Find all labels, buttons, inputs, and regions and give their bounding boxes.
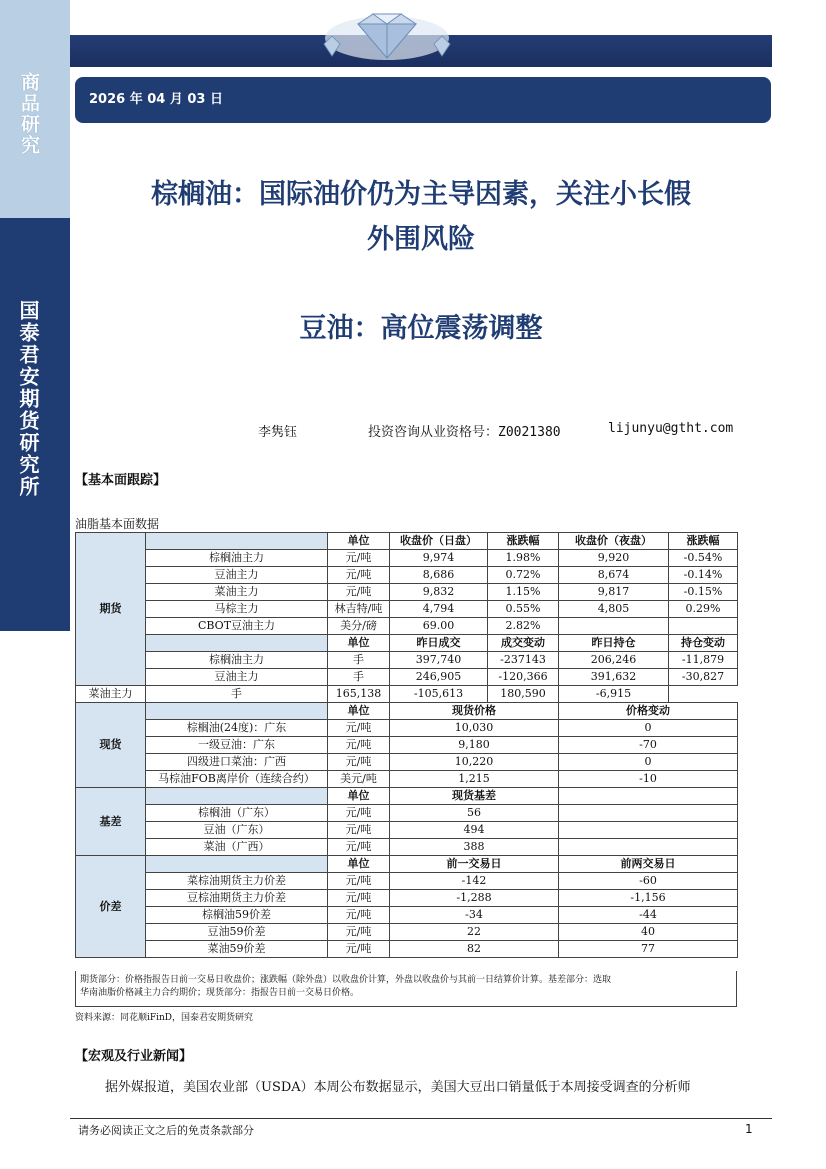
table-row: 豆油主力 手 246,905 -120,366 391,632 -30,827 [76, 669, 738, 686]
volume-header-row: 单位 昨日成交 成交变动 昨日持仓 持仓变动 [76, 635, 738, 652]
sidebar-top-label: 商品研究 [18, 72, 40, 156]
page-number: 1 [745, 1122, 753, 1136]
table-note-line1: 期货部分：价格指报告日前一交易日收盘价；涨跌幅（除外盘）以收盘价计算，外盘以收盘价与其前一日结算价计算。基差部分：选取 [80, 975, 612, 985]
footer-divider [70, 1118, 772, 1119]
news-paragraph: 据外媒报道，美国农业部（USDA）本周公布数据显示，美国大豆出口销量低于本周接受调查的分析师 [105, 1080, 691, 1095]
sidebar-bottom [0, 218, 70, 631]
section-news: 【宏观及行业新闻】 [75, 1049, 193, 1064]
table-row: 马棕主力 林吉特/吨 4,794 0.55% 4,805 0.29% [76, 601, 738, 618]
table-row: 豆棕油期货主力价差 元/吨 -1,288 -1,156 [76, 890, 738, 907]
table-row: 棕榈油主力 手 397,740 -237143 206,246 -11,879 [76, 652, 738, 669]
main-title-line1: 棕榈油：国际油价仍为主导因素，关注小长假 [151, 179, 691, 210]
table-caption: 油脂基本面数据 [75, 517, 160, 531]
table-row: 棕榈油(24度)：广东 元/吨 10,030 0 [76, 720, 738, 737]
table-row: 菜油59价差 元/吨 82 77 [76, 941, 738, 958]
table-row: 菜油主力 元/吨 9,832 1.15% 9,817 -0.15% [76, 584, 738, 601]
category-spread: 价差 [76, 856, 146, 958]
report-date: 2026 年 04 月 03 日 [75, 77, 771, 123]
category-basis: 基差 [76, 788, 146, 856]
author-email[interactable]: lijunyu@gtht.com [608, 421, 734, 436]
author-name: 李隽钰 [258, 425, 298, 440]
table-row: 豆油59价差 元/吨 22 40 [76, 924, 738, 941]
table-row: 棕榈油59价差 元/吨 -34 -44 [76, 907, 738, 924]
oil-fundamental-table [75, 532, 738, 958]
table-row: 四级进口菜油：广西 元/吨 10,220 0 [76, 754, 738, 771]
section-fundamental: 【基本面跟踪】 [75, 473, 167, 488]
category-futures: 期货 [76, 533, 146, 686]
main-title-line2: 外围风险 [367, 224, 475, 255]
table-row: 棕榈油主力 元/吨 9,974 1.98% 9,920 -0.54% [76, 550, 738, 567]
table-notes [75, 971, 737, 1007]
table-row: 马棕油FOB离岸价（连续合约） 美元/吨 1,215 -10 [76, 771, 738, 788]
author-certificate: 投资咨询从业资格号：Z0021380 [368, 425, 561, 440]
table-row: 菜油（广西） 元/吨 388 [76, 839, 738, 856]
table-row: 菜油主力 手 165,138 -105,613 180,590 -6,915 [76, 686, 738, 703]
category-spot: 现货 [76, 703, 146, 788]
table-row: 豆油（广东） 元/吨 494 [76, 822, 738, 839]
table-row: 菜棕油期货主力价差 元/吨 -142 -60 [76, 873, 738, 890]
table-row: 一级豆油：广东 元/吨 9,180 -70 [76, 737, 738, 754]
secondary-title: 豆油：高位震荡调整 [299, 313, 543, 344]
table-note-line2: 华南油脂价格减主力合约期价；现货部分：指报告日前一交易日价格。 [80, 988, 360, 998]
futures-header-row: 期货 单位 收盘价（日盘） 涨跌幅 收盘价（夜盘） 涨跌幅 [76, 533, 738, 550]
basis-header-row: 基差 单位 现货基差 [76, 788, 738, 805]
sidebar-bottom-label: 国泰君安期货研究所 [16, 300, 40, 498]
spread-header-row: 价差 单位 前一交易日 前两交易日 [76, 856, 738, 873]
sidebar-top [0, 0, 70, 218]
diamond-logo-icon [318, 4, 456, 64]
table-row: 棕榈油（广东） 元/吨 56 [76, 805, 738, 822]
data-source: 资料来源：同花顺iFinD，国泰君安期货研究 [75, 1013, 254, 1023]
table-row: CBOT豆油主力 美分/磅 69.00 2.82% [76, 618, 738, 635]
footer-disclaimer[interactable]: 请务必阅读正文之后的免责条款部分 [78, 1124, 254, 1137]
spot-header-row: 现货 单位 现货价格 价格变动 [76, 703, 738, 720]
table-row: 豆油主力 元/吨 8,686 0.72% 8,674 -0.14% [76, 567, 738, 584]
